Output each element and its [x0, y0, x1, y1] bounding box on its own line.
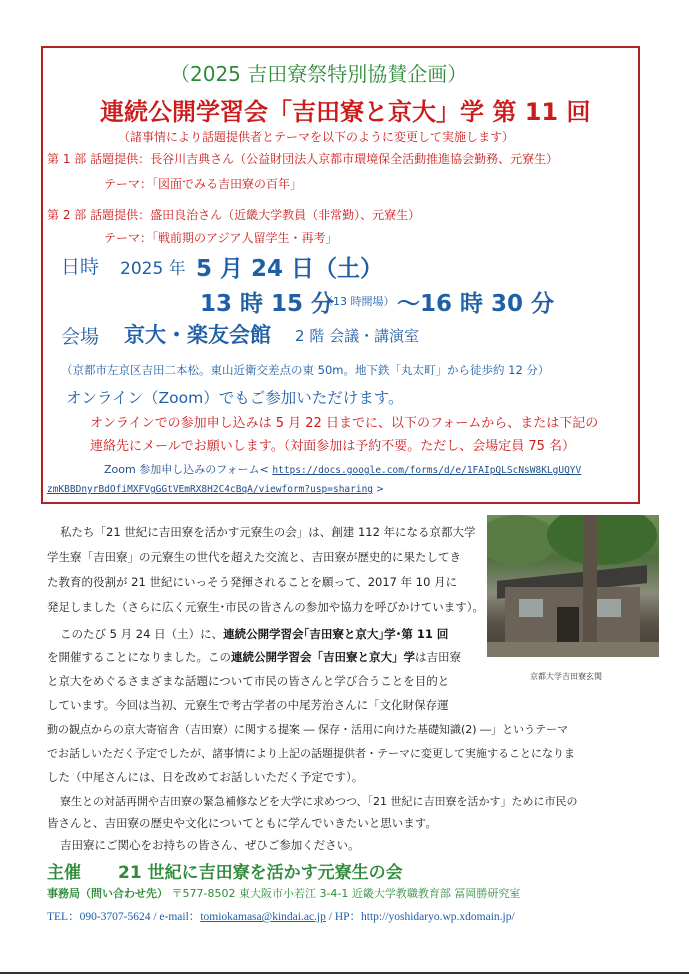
datetime-start: 13 時 15 分	[200, 291, 335, 317]
para4: 吉田寮にご関心をお持ちの皆さん、ぜひご参加ください。	[60, 838, 360, 852]
zoom-form-link[interactable]: https://docs.google.com/forms/d/e/1FAIpQLScNsW8KLgUQYV	[272, 465, 582, 476]
para2-line7: した（中尾さんには、日を改めてお話しいただく予定です）。	[47, 770, 364, 784]
zoom-form-link-cont[interactable]: zmKBBDnyrBdOfiMXFVgGGtVEmRX8H2C4cBqA/viewform?usp=sharing	[47, 484, 374, 495]
venue-room: 2 階 会議・講演室	[295, 327, 420, 345]
para2-line6: でお話しいただく予定でしたが、諸事情により上記の話題提供者・テーマに変更して実施することになりま	[47, 747, 575, 760]
datetime-date: 5 月 24 日（土）	[196, 256, 384, 282]
office-label: 事務局（問い合わせ先）	[47, 887, 168, 900]
para2-line3: と京大をめぐるさまざまな話題について市民の皆さんと学び合うことを目的と	[47, 674, 450, 688]
part2-theme: テーマ：「戦前期のアジア人留学生・再考」	[104, 231, 338, 245]
para2-line5: 動の観点からの京大寄宿舎（吉田寮）に関する提案 ― 保存・活用に向けた基礎知識(2) ―」というテーマ	[47, 723, 569, 736]
zoom-form-line1	[104, 461, 581, 477]
change-notice: （諸事情により話題提供者とテーマを以下のように変更して実施します）	[118, 130, 515, 144]
datetime-end: 〜16 時 30 分	[397, 291, 555, 317]
datetime-year: 2025 年	[120, 259, 186, 279]
para2-line1-b: 連続公開学習会｢吉田寮と京大｣学･第 11 回	[223, 627, 449, 641]
online-line2: 連絡先にメールでお願いします。（対面参加は予約不要。ただし、会場定員 75 名）	[90, 439, 576, 454]
event-subtitle: （2025 吉田寮祭特別協賛企画）	[170, 62, 468, 86]
contact-email-link[interactable]: tomiokamasa@kindai.ac.jp	[200, 911, 326, 923]
part1-speaker: 第 1 部 話題提供：長谷川吉典さん（公益財団法人京都市環境保全活動推進協会勤務、元寮生）	[47, 152, 559, 166]
zoom-form-line2	[47, 484, 384, 495]
bottom-divider	[0, 972, 689, 974]
part1-theme: テーマ：「図面でみる吉田寮の百年」	[104, 177, 303, 191]
para2-line4: しています。今回は当初、元寮生で考古学者の中尾芳治さんに「文化財保存運	[47, 698, 449, 712]
intro-line4: 発足しました（さらに広く元寮生･市民の皆さんの参加や協力を呼びかけています）。	[47, 600, 484, 614]
contact-tel: TEL：090-3707-5624 / e-mail：	[47, 911, 201, 923]
intro-line3: た教育的役割が 21 世紀にいっそう発揮されることを願って、2017 年 10 月に	[47, 575, 458, 589]
para2-line2-a: を開催することになりました。この	[47, 650, 231, 664]
datetime-open: （13 時開場）	[322, 295, 395, 308]
zoom-form-label: Zoom 参加申し込みのフォーム<	[104, 463, 269, 476]
intro-line1: 私たち「21 世紀に吉田寮を活かす元寮生の会」は、創建 112 年になる京都大学	[60, 525, 476, 539]
venue-name: 京大・楽友会館	[124, 323, 271, 347]
para2-line1	[60, 626, 448, 642]
para3-line1: 寮生との対話再開や吉田寮の緊急補修などを大学に求めつつ、「21 世紀に吉田寮を活かす」ために市民の	[60, 795, 578, 808]
venue-label: 会場	[61, 326, 100, 348]
venue-address: （京都市左京区吉田二本松。東山近衛交差点の東 50m。地下鉄「丸太町」から徒歩約 12 分）	[61, 363, 550, 377]
event-title: 連続公開学習会「吉田寮と京大」学 第 11 回	[100, 98, 591, 126]
yoshida-dorm-photo	[487, 515, 659, 657]
contact-hp: / HP：http://yoshidaryo.wp.xdomain.jp/	[325, 911, 515, 923]
datetime-label: 日時	[61, 256, 100, 278]
photo-caption: 京都大学吉田寮玄関	[530, 672, 602, 681]
para2-line2-c: は吉田寮	[415, 650, 461, 664]
para2-line2-b: 連続公開学習会「吉田寮と京大」学	[231, 650, 415, 664]
online-heading: オンライン（Zoom）でもご参加いただけます。	[66, 389, 404, 407]
para2-line1-a: このたび 5 月 24 日（土）に、	[60, 627, 224, 641]
online-line1: オンラインでの参加申し込みは 5 月 22 日までに、以下のフォームから、または下記の	[90, 416, 599, 431]
intro-line2: 学生寮「吉田寮」の元寮生の世代を超えた交流と、吉田寮が歴史的に果たしてき	[47, 550, 461, 564]
para3-line2: 皆さんと、吉田寮の歴史や文化についてともに学んでいきたいと思います。	[47, 816, 437, 830]
organizer-label: 主催	[47, 863, 81, 883]
office-line	[47, 885, 520, 901]
part2-speaker: 第 2 部 話題提供：盛田良治さん（近畿大学教員（非常勤）、元寮生）	[47, 208, 421, 222]
para2-line2	[47, 649, 461, 665]
office-address: 〒577-8502 東大阪市小若江 3-4-1 近畿大学教職教育部 冨岡勝研究室	[171, 887, 521, 900]
zoom-form-end: >	[373, 484, 384, 495]
contact-line	[47, 908, 515, 924]
organizer-name: 21 世紀に吉田寮を活かす元寮生の会	[118, 863, 403, 883]
